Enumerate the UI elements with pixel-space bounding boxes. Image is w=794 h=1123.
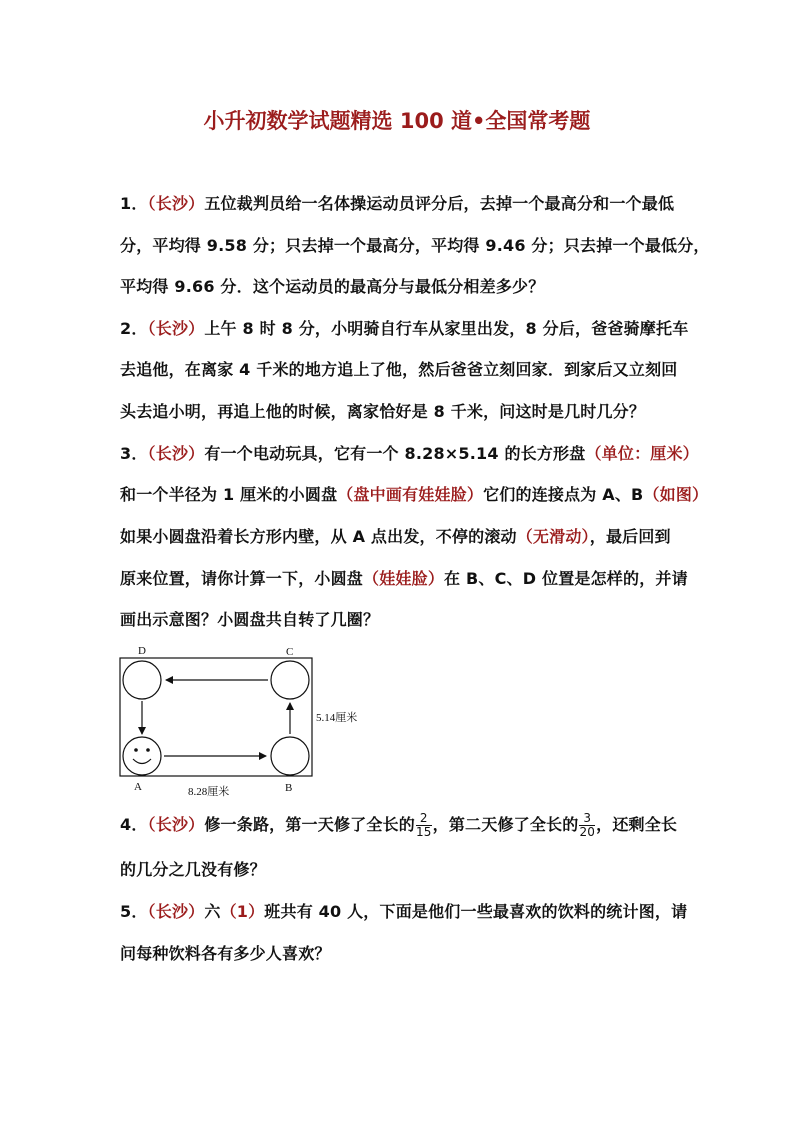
question-5-line-1 (120, 899, 700, 922)
region-tag: （长沙） (147, 194, 205, 213)
width-label: 8.28厘米 (188, 786, 230, 798)
question-text: ，最后回到 (589, 527, 671, 546)
disc-c (271, 661, 309, 699)
page-title: 小升初数学试题精选 100 道•全国常考题 (203, 109, 591, 133)
figure-note: （如图） (643, 485, 709, 504)
fraction-denominator: 15 (415, 825, 432, 839)
no-slip-note: （无滑动） (516, 527, 590, 546)
question-2-line-1 (120, 316, 700, 339)
question-text: 有一个电动玩具，它有一个 8.28×5.14 的长方形盘 (204, 444, 586, 463)
fraction-two-fifteenths (416, 812, 432, 839)
question-text: ，还剩全长 (596, 815, 678, 834)
question-3-line-5: 画出示意图？小圆盘共自转了几圈？ (120, 610, 380, 629)
fraction-numerator: 3 (579, 812, 595, 826)
question-text: 和一个半径为 1 厘米的小圆盘 (120, 485, 338, 504)
question-number: 5． (120, 902, 148, 921)
fraction-three-twentieths (579, 812, 595, 839)
question-3-line-2 (120, 482, 709, 505)
question-number: 1． (120, 194, 148, 213)
question-1-line-2: 分，平均得 9.58 分；只去掉一个最高分，平均得 9.46 分；只去掉一个最低分， (120, 236, 710, 255)
question-text: 五位裁判员给一名体操运动员评分后，去掉一个最高分和一个最低 (204, 194, 675, 213)
rolling-disc-diagram (118, 640, 378, 800)
question-4-line-1 (120, 812, 700, 839)
question-1-line-1 (120, 191, 700, 214)
face-eye-right (146, 748, 150, 752)
question-text: 如果小圆盘沿着长方形内壁，从 A 点出发，不停的滚动 (120, 527, 517, 546)
class-tag: （1） (220, 902, 265, 921)
question-text: 它们的连接点为 A、B (483, 485, 644, 504)
label-b: B (285, 782, 293, 794)
fraction-denominator: 20 (579, 825, 596, 839)
question-3-line-1 (120, 441, 700, 464)
question-1-line-3: 平均得 9.66 分．这个运动员的最高分与最低分相差多少？ (120, 277, 545, 296)
region-tag: （长沙） (147, 815, 205, 834)
face-note-2: （娃娃脸） (363, 569, 445, 588)
question-3-line-4 (120, 566, 700, 589)
question-text: 上午 8 时 8 分，小明骑自行车从家里出发，8 分后，爸爸骑摩托车 (204, 319, 689, 338)
unit-note: （单位：厘米） (585, 444, 699, 463)
question-text: ，第二天修了全长的 (432, 815, 579, 834)
disc-b (271, 737, 309, 775)
question-2-line-3: 头去追小明，再追上他的时候，离家恰好是 8 千米，问这时是几时几分？ (120, 402, 646, 421)
label-d: D (138, 645, 146, 657)
disc-a-face (123, 737, 161, 775)
height-label: 5.14厘米 (316, 712, 358, 724)
face-note: （盘中画有娃娃脸） (337, 485, 484, 504)
question-number: 3． (120, 444, 148, 463)
region-tag: （长沙） (147, 444, 205, 463)
region-tag: （长沙） (147, 902, 205, 921)
question-4-line-2: 的几分之几没有修？ (120, 860, 266, 879)
question-number: 2． (120, 319, 148, 338)
label-a: A (134, 781, 142, 793)
label-c: C (286, 646, 294, 658)
question-text: 六 (204, 902, 221, 921)
question-2-line-2: 去追他，在离家 4 千米的地方追上了他，然后爸爸立刻回家．到家后又立刻回 (120, 360, 678, 379)
question-5-line-2: 问每种饮料各有多少人喜欢？ (120, 944, 331, 963)
question-3-line-3 (120, 524, 700, 547)
question-text: 班共有 40 人，下面是他们一些最喜欢的饮料的统计图，请 (264, 902, 688, 921)
question-text: 原来位置，请你计算一下，小圆盘 (120, 569, 364, 588)
question-number: 4． (120, 815, 148, 834)
disc-d (123, 661, 161, 699)
question-text: 在 B、C、D 位置是怎样的，并请 (444, 569, 688, 588)
fraction-numerator: 2 (416, 812, 432, 826)
question-text: 修一条路，第一天修了全长的 (204, 815, 415, 834)
face-eye-left (134, 748, 138, 752)
region-tag: （长沙） (147, 319, 205, 338)
